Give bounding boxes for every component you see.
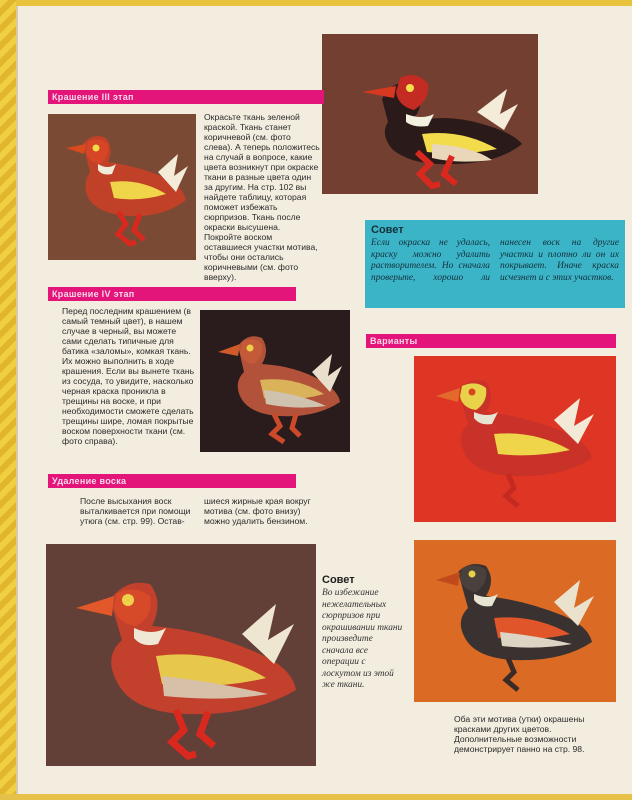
tip-1-body: Если окраска не удалась, краску можно удалить растворителем. Но сначала проверьте, хорошо ли нанесен воск на другие участки и плотно ли он их покрывает. Иначе краска исчезнет и с этих участков.	[371, 238, 619, 283]
duck-illustration	[48, 114, 196, 260]
photo-duck-brown-top	[322, 34, 538, 194]
wax-removal-text-col2: шиеся жирные края вокруг мотива (см. фото внизу) можно удалить бензином.	[204, 496, 311, 526]
page-bottom-edge	[0, 794, 632, 800]
photo-duck-stage-4	[200, 310, 350, 452]
stage-3-text: Окрасьте ткань зеленой краской. Ткань станет коричневой (см. фото слева). А теперь положитесь на случай в вопросе, какие цвета возникнут при окраске ткани в разные цвета один за другим. На стр. 102 вы найдете таблицу, которая поможет избежать сюрпризов. Ткань после окраски высушена. Покройте воском оставшиеся участки мотива, чтобы они остались коричневыми (см. фото вверху).	[204, 112, 320, 282]
tip-box-1	[365, 220, 625, 308]
photo-duck-orange-variant	[414, 540, 616, 702]
duck-illustration	[414, 356, 616, 522]
heading-variants: Варианты	[366, 334, 616, 348]
tip-2-body: Во избежание нежелательных сюрпризов при окрашивании ткани произведите сначала все операции с лоскутом из этой же ткани.	[322, 588, 403, 690]
page-edge-strip	[0, 0, 16, 800]
duck-illustration	[200, 310, 350, 452]
tip-box-2	[322, 574, 404, 692]
duck-illustration	[46, 544, 316, 766]
wax-removal-text-col1: После высыхания воск выталкивается при помощи утюга (см. стр. 99). Остав-	[80, 496, 191, 526]
tip-1-title: Совет	[371, 224, 404, 236]
photo-duck-red-variant	[414, 356, 616, 522]
photo-duck-large-brown	[46, 544, 316, 766]
stage-4-text: Перед последним крашением (в самый темный цвет), в нашем случае в черный, вы можете сами сделать типичные для батика «заломы», комкая ткань. Их можно выполнить в ходе крашения. Если вы вынете ткань из сосуда, то увидите, насколько черная краска проникла в трещины на воске, и при необходимости сможете сделать трещины шире, ломая покрытые воском поверхности ткани (см. фото справа).	[62, 306, 195, 446]
tip-2-title: Совет	[322, 574, 355, 586]
photo-duck-stage-3	[48, 114, 196, 260]
duck-illustration	[414, 540, 616, 702]
variants-caption: Оба эти мотива (утки) окрашены красками других цветов. Дополнительные возможности демонстрирует панно на стр. 98.	[454, 714, 585, 754]
heading-stage-3: Крашение III этап	[48, 90, 324, 104]
heading-stage-4: Крашение IV этап	[48, 287, 296, 301]
duck-illustration	[322, 34, 538, 194]
heading-wax-removal: Удаление воска	[48, 474, 296, 488]
